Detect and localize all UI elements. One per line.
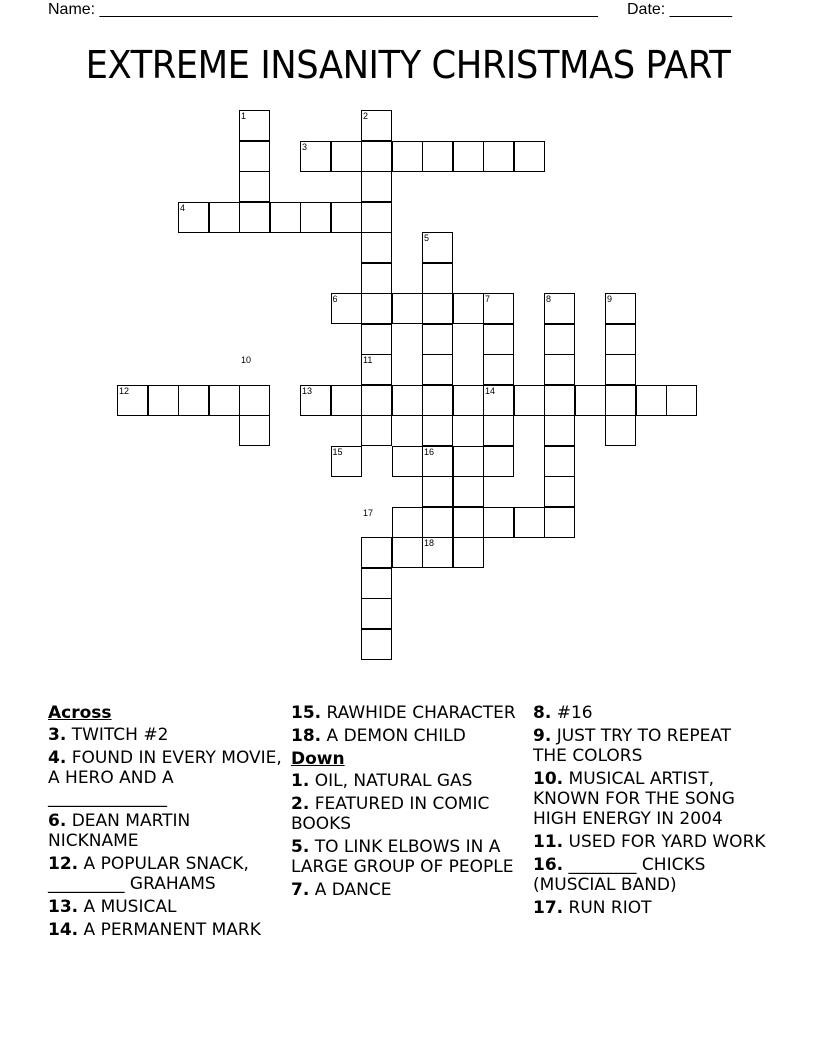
grid-cell[interactable] — [514, 507, 545, 538]
clue-number-label: 11 — [363, 355, 373, 365]
clue-down-16: 16. ________ CHICKS (MUSCIAL BAND) — [533, 855, 706, 895]
grid-cell[interactable] — [239, 202, 270, 233]
puzzle-title: EXTREME INSANITY CHRISTMAS PART — [85, 43, 731, 87]
grid-cell[interactable] — [361, 324, 392, 355]
grid-cell[interactable] — [514, 385, 545, 416]
grid-cell[interactable] — [361, 232, 392, 263]
clue-number-label: 15 — [332, 446, 343, 457]
grid-cell[interactable] — [544, 476, 575, 507]
grid-cell[interactable] — [422, 507, 453, 538]
grid-cell[interactable] — [361, 537, 392, 568]
grid-cell[interactable] — [605, 324, 636, 355]
down-heading: Down — [291, 749, 345, 769]
grid-cell[interactable] — [422, 324, 453, 355]
grid-cell[interactable] — [453, 141, 484, 172]
clue-down-10: 10. MUSICAL ARTIST, KNOWN FOR THE SONG HIGH ENERGY IN 2004 — [533, 769, 735, 829]
grid-cell[interactable] — [361, 415, 392, 446]
grid-cell[interactable] — [239, 141, 270, 172]
clue-down-7: 7. A DANCE — [291, 880, 392, 900]
grid-cell[interactable] — [392, 385, 423, 416]
grid-cell[interactable] — [453, 507, 484, 538]
grid-cell[interactable] — [361, 263, 392, 294]
clue-across-18: 18. A DEMON CHILD — [291, 726, 466, 746]
grid-cell[interactable] — [575, 385, 606, 416]
grid-cell[interactable] — [361, 141, 392, 172]
grid-cell[interactable] — [209, 385, 240, 416]
grid-cell[interactable] — [239, 385, 270, 416]
grid-cell[interactable] — [178, 385, 209, 416]
grid-cell[interactable] — [544, 446, 575, 477]
grid-cell[interactable] — [483, 354, 514, 385]
clue-number-label: 6 — [332, 294, 338, 304]
clue-across-13: 13. A MUSICAL — [48, 897, 177, 917]
grid-cell[interactable] — [544, 324, 575, 355]
grid-cell[interactable] — [422, 354, 453, 385]
clue-down-11: 11. USED FOR YARD WORK — [533, 832, 766, 852]
clue-number-label: 13 — [302, 385, 313, 396]
grid-cell[interactable] — [453, 293, 484, 324]
grid-cell[interactable] — [544, 354, 575, 385]
grid-cell[interactable] — [453, 476, 484, 507]
clue-number-label: 17 — [363, 507, 374, 518]
clue-number-label: 4 — [180, 202, 186, 213]
grid-cell[interactable] — [514, 141, 545, 172]
grid-cell[interactable] — [544, 385, 575, 416]
grid-cell[interactable] — [392, 141, 423, 172]
grid-cell[interactable] — [422, 476, 453, 507]
clue-number-label: 18 — [424, 538, 435, 548]
grid-cell[interactable] — [483, 415, 514, 446]
grid-cell[interactable] — [392, 537, 423, 568]
grid-cell[interactable] — [209, 202, 240, 233]
grid-cell[interactable] — [270, 202, 301, 233]
grid-cell[interactable] — [422, 385, 453, 416]
clue-number-label: 10 — [241, 355, 252, 365]
grid-cell[interactable] — [483, 141, 514, 172]
grid-cell[interactable] — [483, 446, 514, 477]
grid-cell[interactable] — [331, 385, 362, 416]
grid-cell[interactable] — [422, 293, 453, 324]
grid-cell[interactable] — [361, 293, 392, 324]
grid-cell[interactable] — [422, 415, 453, 446]
clue-number-label: 7 — [485, 294, 491, 304]
date-field-label: Date: _______ — [627, 1, 732, 18]
grid-cell[interactable] — [636, 385, 667, 416]
clue-column-1 — [48, 703, 283, 943]
clue-number-label: 1 — [241, 111, 247, 121]
clue-number-label: 8 — [546, 294, 552, 304]
grid-cell[interactable] — [392, 293, 423, 324]
clue-across-14: 14. A PERMANENT MARK — [48, 920, 261, 940]
grid-cell[interactable] — [361, 568, 392, 599]
clue-number-label: 14 — [485, 385, 496, 396]
grid-cell[interactable] — [239, 171, 270, 202]
clue-number-label: 16 — [424, 446, 435, 457]
grid-cell[interactable] — [605, 354, 636, 385]
clue-down-9: 9. JUST TRY TO REPEAT THE COLORS — [533, 726, 732, 766]
clue-number-label: 2 — [363, 111, 369, 121]
clue-down-2: 2. FEATURED IN COMIC BOOKS — [291, 794, 490, 834]
grid-cell[interactable] — [544, 507, 575, 538]
grid-cell[interactable] — [392, 446, 423, 477]
grid-cell[interactable] — [453, 446, 484, 477]
grid-cell[interactable] — [544, 415, 575, 446]
clue-down-5: 5. TO LINK ELBOWS IN A LARGE GROUP OF PEOPLE — [291, 837, 514, 877]
clue-down-8: 8. #16 — [533, 703, 593, 723]
clue-across-4: 4. FOUND IN EVERY MOVIE, A HERO AND A ______________ — [48, 748, 282, 808]
grid-cell[interactable] — [422, 141, 453, 172]
grid-cell[interactable] — [605, 415, 636, 446]
grid-cell[interactable] — [361, 202, 392, 233]
clue-number-label: 12 — [119, 385, 130, 396]
clue-across-6: 6. DEAN MARTIN NICKNAME — [48, 811, 191, 851]
grid-cell[interactable] — [300, 202, 331, 233]
clue-down-17: 17. RUN RIOT — [533, 898, 652, 918]
grid-cell[interactable] — [483, 324, 514, 355]
grid-cell[interactable] — [148, 385, 179, 416]
clue-column-3 — [533, 703, 768, 921]
clue-column-2 — [291, 703, 526, 903]
clue-across-15: 15. RAWHIDE CHARACTER — [291, 703, 516, 723]
grid-cell[interactable] — [331, 141, 362, 172]
clue-number-label: 9 — [607, 294, 613, 304]
across-heading: Across — [48, 703, 112, 723]
grid-cell[interactable] — [483, 507, 514, 538]
grid-cell[interactable] — [453, 537, 484, 568]
clue-across-12: 12. A POPULAR SNACK, _________ GRAHAMS — [48, 854, 249, 894]
grid-cell[interactable] — [331, 202, 362, 233]
grid-cell[interactable] — [361, 598, 392, 629]
grid-cell[interactable] — [361, 629, 392, 660]
clue-down-1: 1. OIL, NATURAL GAS — [291, 771, 473, 791]
clue-number-label: 3 — [302, 141, 308, 152]
grid-cell[interactable] — [361, 171, 392, 202]
grid-cell[interactable] — [239, 415, 270, 446]
grid-cell[interactable] — [361, 385, 392, 416]
grid-cell[interactable] — [422, 263, 453, 294]
clue-number-label: 5 — [424, 233, 430, 243]
clue-across-3: 3. TWITCH #2 — [48, 725, 169, 745]
grid-cell[interactable] — [666, 385, 697, 416]
name-field-label: Name: ________________________________________________________ — [48, 1, 598, 18]
grid-cell[interactable] — [605, 385, 636, 416]
grid-cell[interactable] — [392, 507, 423, 538]
grid-cell[interactable] — [453, 385, 484, 416]
